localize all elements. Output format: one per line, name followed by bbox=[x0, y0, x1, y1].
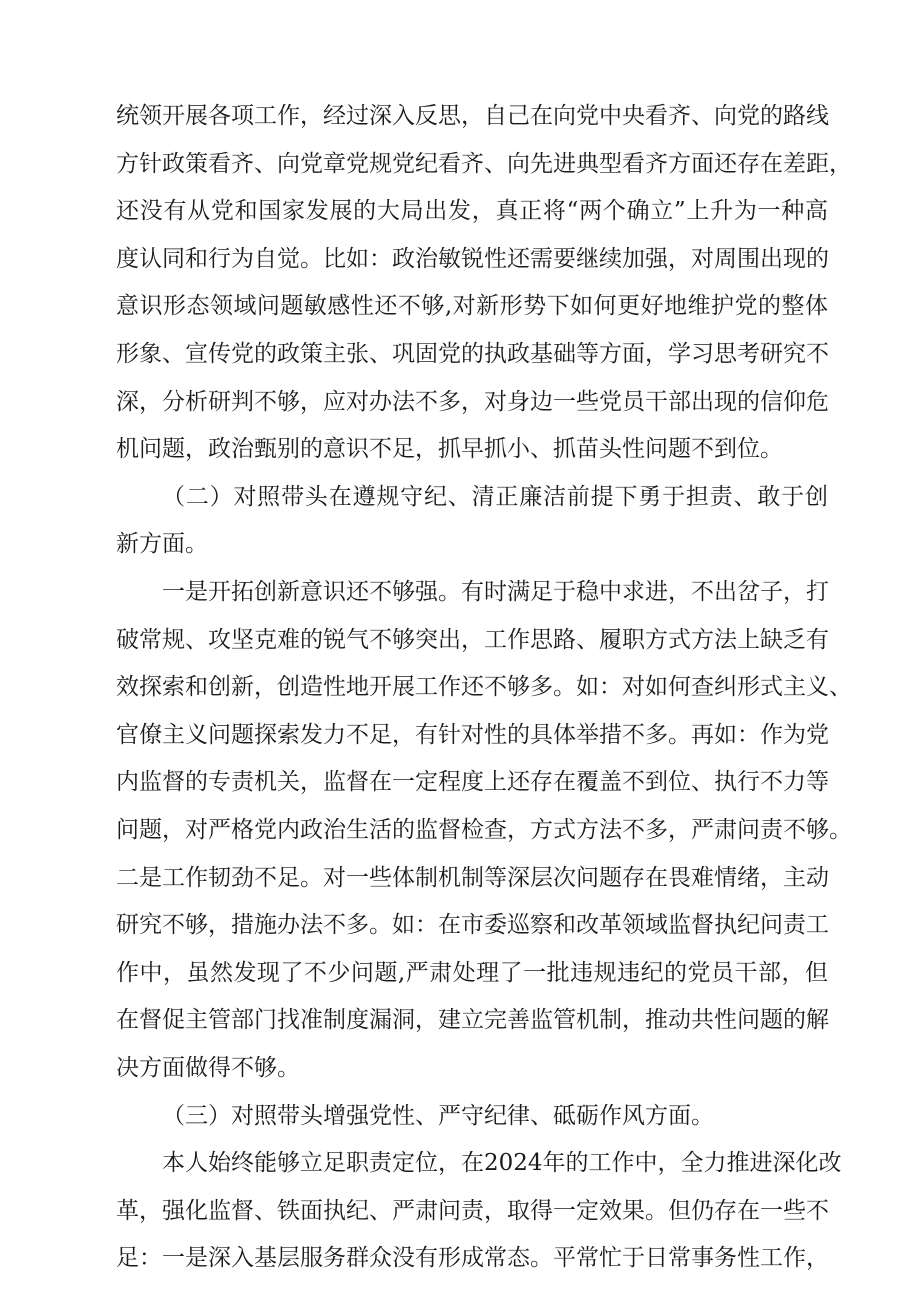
text-line: 官僚主义问题探索发力不足，有针对性的具体举措不多。再如：作为党 bbox=[116, 721, 829, 748]
text-line: 度认同和行为自觉。比如：政治敏锐性还需要继续加强，对周围出现的 bbox=[116, 245, 829, 272]
text-line: 一是开拓创新意识还不够强。有时满足于稳中求进，不出岔子，打 bbox=[162, 579, 829, 605]
text-line: 决方面做得不够。 bbox=[116, 1055, 300, 1081]
text-line: 研究不够，措施办法不多。如：在市委巡察和改革领域监督执纪问责工 bbox=[116, 912, 829, 939]
text-line: 统领开展各项工作，经过深入反思，自己在向党中央看齐、向党的路线 bbox=[116, 103, 829, 129]
text-line: 效探索和创新，创造性地开展工作还不够多。如：对如何查纠形式主义、 bbox=[116, 674, 852, 701]
text-line: 内监督的专责机关，监督在一定程度上还存在覆盖不到位、执行不力等 bbox=[116, 769, 829, 796]
text-line: 还没有从党和国家发展的大局出发，真正将“两个确立”上升为一种高 bbox=[116, 198, 828, 225]
text-line: 形象、宣传党的政策主张、巩固党的执政基础等方面，学习思考研究不 bbox=[116, 341, 829, 367]
text-line: 问题，对严格党内政治生活的监督检查，方式方法不多，严肃问责不够。 bbox=[116, 817, 852, 843]
text-line: 本人始终能够立足职责定位，在2024年的工作中，全力推进深化改 bbox=[162, 1150, 842, 1177]
section-heading: （三）对照带头增强党性、严守纪律、砥砺作风方面。 bbox=[162, 1102, 714, 1129]
text-line: 机问题，政治甄别的意识不足，抓早抓小、抓苗头性问题不到位。 bbox=[116, 436, 783, 463]
section-heading: （二）对照带头在遵规守纪、清正廉洁前提下勇于担责、敢于创 bbox=[162, 483, 828, 510]
text-line: 作中，虽然发现了不少问题,严肃处理了一批违规违纪的党员干部，但 bbox=[116, 959, 828, 986]
text-line: 在督促主管部门找准制度漏洞，建立完善监管机制，推动共性问题的解 bbox=[116, 1007, 829, 1034]
text-line: 深，分析研判不够，应对办法不多，对身边一些党员干部出现的信仰危 bbox=[116, 388, 829, 415]
text-line: 意识形态领域问题敏感性还不够,对新形势下如何更好地维护党的整体 bbox=[116, 293, 828, 320]
text-line: 破常规、攻坚克难的锐气不够突出，工作思路、履职方式方法上缺乏有 bbox=[116, 626, 829, 653]
text-line: 二是工作韧劲不足。对一些体制机制等深层次问题存在畏难情绪，主动 bbox=[116, 864, 829, 891]
text-line: 方针政策看齐、向党章党规党纪看齐、向先进典型看齐方面还存在差距， bbox=[116, 150, 852, 177]
section-heading: 新方面。 bbox=[116, 531, 208, 558]
text-line: 足：一是深入基层服务群众没有形成常态。平常忙于日常事务性工作， bbox=[116, 1245, 829, 1272]
text-line: 革，强化监督、铁面执纪、严肃问责，取得一定效果。但仍存在一些不 bbox=[116, 1197, 829, 1224]
